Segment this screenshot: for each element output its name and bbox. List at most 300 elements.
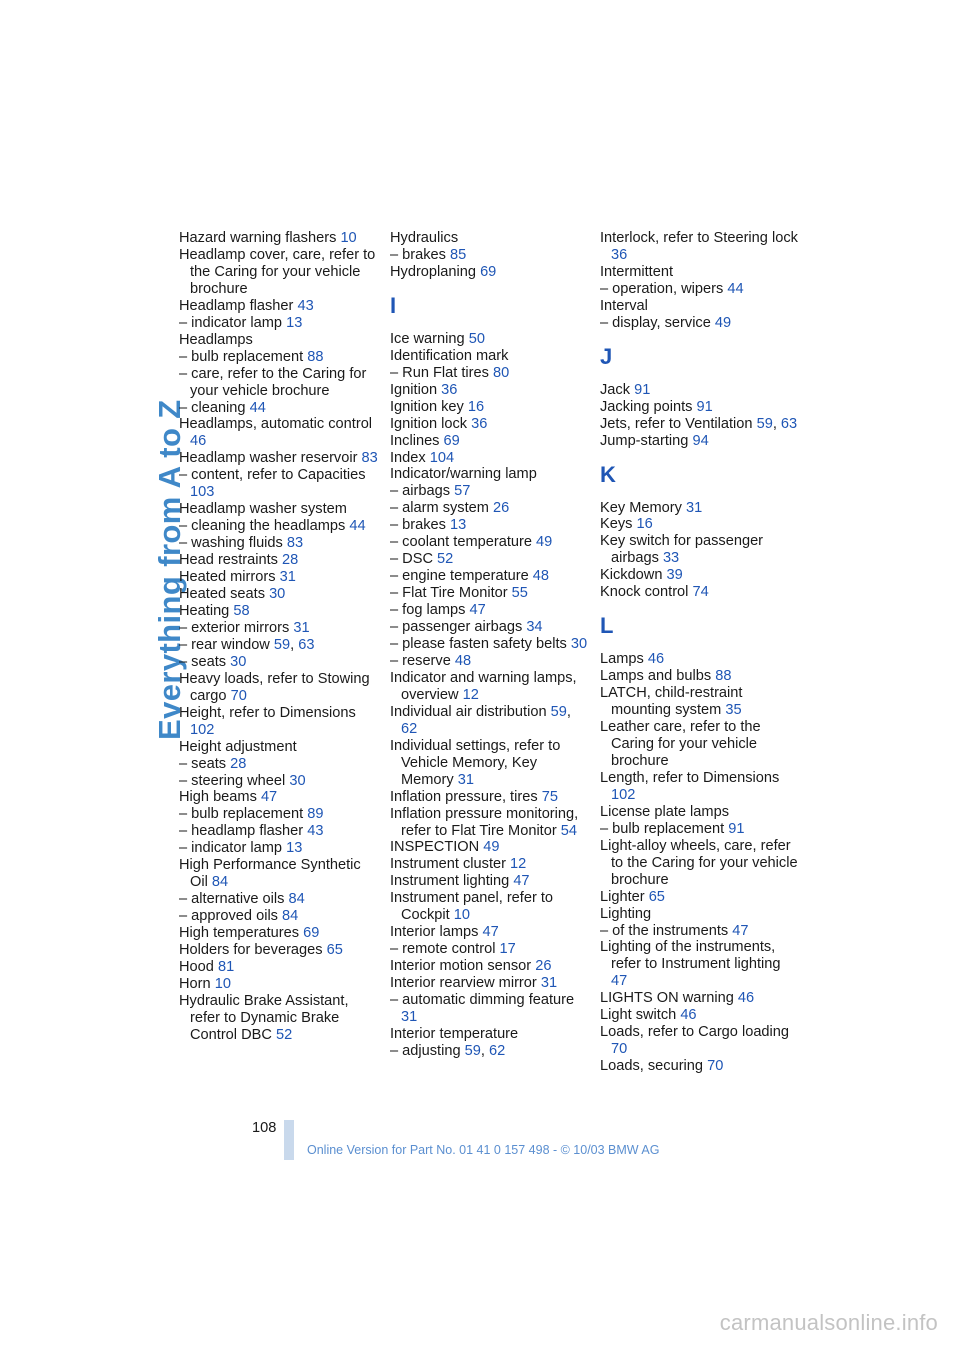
index-entry-text: INSPECTION bbox=[390, 839, 480, 856]
index-entry bbox=[390, 450, 590, 467]
page-reference-link[interactable]: 57 bbox=[454, 483, 471, 500]
index-entry-text: – care, refer to the Caring for your vehicle brochure bbox=[179, 365, 367, 399]
page-reference-link[interactable]: 84 bbox=[282, 908, 299, 925]
page-reference-link[interactable]: 59 bbox=[464, 1042, 481, 1059]
index-entry bbox=[179, 450, 379, 467]
index-entry-text: Heated mirrors bbox=[179, 569, 276, 586]
index-entry bbox=[600, 584, 800, 601]
index-entry-text: – seats bbox=[179, 653, 227, 670]
page-reference-link[interactable]: 47 bbox=[732, 922, 749, 939]
page-reference-link[interactable]: 35 bbox=[725, 702, 742, 719]
index-entry-text: Holders for beverages bbox=[179, 942, 323, 959]
page-reference-link[interactable]: 55 bbox=[511, 585, 528, 602]
index-entry bbox=[390, 348, 590, 365]
page-reference-link[interactable]: 28 bbox=[282, 552, 299, 569]
index-entry-text: Hazard warning flashers bbox=[179, 230, 337, 246]
index-entry bbox=[390, 924, 590, 941]
index-entry-text: Headlamp cover, care, refer to the Caring for your vehicle brochure bbox=[179, 246, 376, 297]
page-reference-link[interactable]: 91 bbox=[634, 381, 651, 398]
page-reference-link[interactable]: 52 bbox=[275, 1026, 293, 1043]
index-entry bbox=[600, 685, 800, 719]
index-entry-text: Height, refer to Dimensions bbox=[179, 704, 356, 721]
section-title bbox=[112, 399, 187, 740]
page-reference-link[interactable]: 13 bbox=[286, 840, 303, 857]
index-entry-text: – Flat Tire Monitor bbox=[390, 585, 508, 602]
index-entry bbox=[600, 500, 800, 517]
index-entry bbox=[390, 416, 590, 433]
index-entry-text: Lamps bbox=[600, 651, 644, 668]
index-entry-text: – of the instruments bbox=[600, 922, 729, 939]
index-entry bbox=[600, 298, 800, 315]
index-entry-text: – cleaning bbox=[179, 399, 246, 416]
page-reference-link[interactable]: 46 bbox=[190, 433, 207, 450]
index-entry bbox=[179, 467, 379, 501]
index-entry bbox=[390, 806, 590, 840]
footer-bar bbox=[284, 1120, 294, 1160]
index-entry-text: – fog lamps bbox=[390, 602, 466, 619]
index-entry bbox=[179, 857, 379, 891]
page-reference-link[interactable]: 44 bbox=[727, 280, 744, 297]
page-reference-link[interactable]: 59 bbox=[550, 703, 567, 720]
index-entry bbox=[179, 552, 379, 569]
page-reference-link[interactable]: 12 bbox=[510, 856, 527, 873]
index-entry-text: – cleaning the headlamps bbox=[179, 518, 346, 535]
index-entry-text: Headlamps bbox=[179, 331, 253, 348]
page-reference-link[interactable]: 91 bbox=[728, 820, 745, 837]
index-entry: Individual air distribution 59, 62 bbox=[390, 703, 571, 737]
index-column-3 bbox=[600, 230, 800, 1075]
index-entry-text: High Performance Synthetic Oil bbox=[179, 857, 361, 891]
index-entry-text: Hydroplaning bbox=[390, 263, 476, 280]
index-entry-text: Individual settings, refer to Vehicle Memory, Key Memory bbox=[390, 737, 561, 788]
index-entry bbox=[179, 789, 379, 806]
index-entry bbox=[390, 264, 590, 281]
page-reference-link[interactable]: 10 bbox=[214, 975, 231, 992]
page-reference-link[interactable]: 31 bbox=[540, 975, 558, 992]
index-letter-heading: I bbox=[390, 292, 397, 318]
index-entry-text: Hydraulic Brake Assistant, refer to Dynamic Brake Control DBC bbox=[179, 992, 349, 1043]
page-reference-link[interactable]: 63 bbox=[298, 636, 315, 653]
index-entry bbox=[600, 939, 800, 990]
page-reference-link[interactable]: 81 bbox=[217, 958, 235, 975]
index-entry bbox=[600, 923, 800, 940]
index-entry bbox=[390, 568, 590, 585]
index-entry bbox=[179, 891, 379, 908]
index-entry bbox=[179, 230, 379, 247]
page-reference-link[interactable]: 94 bbox=[692, 432, 709, 449]
index-entry bbox=[390, 399, 590, 416]
index-entry bbox=[390, 975, 590, 992]
index-entry bbox=[390, 247, 590, 264]
page-reference-link[interactable]: 83 bbox=[286, 535, 304, 552]
page-reference-link[interactable]: 44 bbox=[349, 518, 366, 535]
index-entry-text: – adjusting bbox=[390, 1042, 461, 1059]
index-entry bbox=[179, 942, 379, 959]
index-entry bbox=[390, 890, 590, 924]
index-entry bbox=[600, 1007, 800, 1024]
page-reference-link[interactable]: 47 bbox=[611, 973, 628, 990]
index-entry bbox=[390, 958, 590, 975]
page-reference-link[interactable]: 13 bbox=[286, 314, 303, 331]
index-entry-text: LIGHTS ON warning bbox=[600, 990, 734, 1007]
index-entry-text: – seats bbox=[179, 755, 227, 772]
page-reference-link[interactable]: 33 bbox=[662, 550, 680, 567]
index-entry-text: Jets, refer to Ventilation bbox=[600, 415, 753, 432]
index-entry-text: – rear window bbox=[179, 636, 270, 653]
index-entry bbox=[600, 889, 800, 906]
index-entry-text: – remote control bbox=[390, 941, 496, 958]
index-entry bbox=[390, 585, 590, 602]
index-entry bbox=[600, 281, 800, 298]
index-entry bbox=[600, 399, 800, 416]
index-entry bbox=[390, 331, 590, 348]
index-entry-text: High beams bbox=[179, 789, 257, 806]
index-entry-text: Interior lamps bbox=[390, 924, 479, 941]
index-entry-text: – brakes bbox=[390, 246, 446, 263]
index-entry bbox=[600, 533, 800, 567]
page-reference-link[interactable]: 89 bbox=[307, 806, 324, 823]
page-reference-link[interactable]: 80 bbox=[493, 364, 510, 381]
index-entry-text: License plate lamps bbox=[600, 803, 729, 820]
page-reference-link[interactable]: 52 bbox=[437, 551, 454, 568]
index-entry bbox=[179, 671, 379, 705]
index-entry bbox=[390, 602, 590, 619]
index-entry bbox=[600, 1058, 800, 1075]
index-entry bbox=[390, 517, 590, 534]
index-entry bbox=[390, 365, 590, 382]
page-reference-link[interactable]: 85 bbox=[450, 246, 467, 263]
index-entry-text: Hydraulics bbox=[390, 230, 459, 246]
index-entry bbox=[179, 298, 379, 315]
page-reference-link[interactable]: 48 bbox=[532, 568, 550, 585]
page-reference-link[interactable]: 47 bbox=[469, 602, 486, 619]
index-entry-text: Horn bbox=[179, 975, 211, 992]
page-reference-link[interactable]: 39 bbox=[666, 567, 683, 584]
page-reference-link[interactable]: 46 bbox=[647, 651, 665, 668]
page-reference-link[interactable]: 31 bbox=[685, 499, 703, 516]
page-reference-link[interactable]: 46 bbox=[737, 990, 755, 1007]
index-entry bbox=[600, 990, 800, 1007]
index-entry bbox=[179, 332, 379, 349]
index-column-2 bbox=[390, 230, 590, 1060]
page-reference-link[interactable]: 70 bbox=[611, 1041, 628, 1058]
page-reference-link[interactable]: 31 bbox=[279, 569, 296, 586]
index-entry-text: Loads, refer to Cargo loading bbox=[600, 1024, 790, 1041]
index-entry bbox=[390, 230, 590, 247]
index-entry-text: Indicator/warning lamp bbox=[390, 466, 537, 483]
index-entry bbox=[600, 516, 800, 533]
page-reference-link[interactable]: 34 bbox=[526, 619, 543, 636]
page-reference-link[interactable]: 65 bbox=[648, 888, 665, 905]
page-reference-link[interactable]: 36 bbox=[611, 246, 628, 263]
index-entry-text: – Run Flat tires bbox=[390, 364, 489, 381]
page-reference-link[interactable]: 13 bbox=[450, 517, 467, 534]
page-reference-link[interactable]: 36 bbox=[471, 415, 488, 432]
page-reference-link[interactable]: 70 bbox=[230, 687, 247, 704]
page-reference-link[interactable]: 70 bbox=[707, 1058, 724, 1075]
index-entry bbox=[390, 500, 590, 517]
index-entry-text: – washing fluids bbox=[179, 535, 283, 552]
index-entry bbox=[179, 908, 379, 925]
page-reference-link[interactable]: 49 bbox=[536, 534, 553, 551]
page-reference-link[interactable]: 16 bbox=[636, 516, 653, 533]
index-entry bbox=[179, 247, 379, 298]
watermark: carmanualsonline.info bbox=[719, 1310, 938, 1335]
index-entry bbox=[179, 501, 379, 518]
index-entry bbox=[600, 264, 800, 281]
index-entry-text: Interior temperature bbox=[390, 1025, 519, 1042]
index-entry-text: Lighting of the instruments, refer to Instrument lighting bbox=[600, 939, 781, 973]
index-entry-text: Head restraints bbox=[179, 552, 278, 569]
index-column-1 bbox=[179, 230, 379, 1044]
page-reference-link[interactable]: 17 bbox=[499, 941, 516, 958]
index-entry bbox=[600, 382, 800, 399]
index-entry bbox=[390, 856, 590, 873]
index-entry bbox=[179, 366, 379, 400]
index-entry-text: – please fasten safety belts bbox=[390, 636, 567, 653]
index-entry-text: Leather care, refer to the Caring for your vehicle brochure bbox=[600, 719, 761, 769]
page-reference-link[interactable]: 88 bbox=[307, 348, 324, 365]
page-reference-link[interactable]: 69 bbox=[480, 263, 497, 280]
index-entry bbox=[390, 941, 590, 958]
page-reference-link[interactable]: 43 bbox=[297, 297, 314, 314]
index-entry-text: Inflation pressure, tires bbox=[390, 788, 538, 805]
page-reference-link[interactable]: 102 bbox=[190, 721, 215, 738]
page-reference-link[interactable]: 43 bbox=[307, 823, 324, 840]
index-entry bbox=[179, 315, 379, 332]
index-entry-text: Inflation pressure monitoring, refer to Flat Tire Monitor bbox=[390, 805, 579, 839]
index-entry-text: – display, service bbox=[600, 314, 711, 331]
index-entry-text: Lamps and bulbs bbox=[600, 668, 712, 685]
index-entry-text: Hood bbox=[179, 958, 214, 975]
page-reference-link[interactable]: 75 bbox=[541, 788, 558, 805]
index-entry-text: Headlamp flasher bbox=[179, 297, 294, 314]
page-reference-link[interactable]: 84 bbox=[288, 891, 305, 908]
page-reference-link[interactable]: 59 bbox=[756, 415, 773, 432]
page-reference-link[interactable]: 102 bbox=[611, 786, 636, 803]
index-entry bbox=[179, 705, 379, 739]
index-entry bbox=[600, 230, 800, 264]
index-entry-text: Ice warning bbox=[390, 330, 465, 347]
index-entry-text: – alarm system bbox=[390, 500, 489, 517]
index-entry-text: Instrument panel, refer to Cockpit bbox=[390, 890, 554, 924]
page-reference-link[interactable]: 62 bbox=[489, 1042, 506, 1059]
index-entry bbox=[179, 654, 379, 671]
index-entry-text: – passenger airbags bbox=[390, 619, 523, 636]
index-entry-text: Identification mark bbox=[390, 347, 509, 364]
index-entry bbox=[390, 382, 590, 399]
index-entry bbox=[600, 770, 800, 804]
index-entry-text: – brakes bbox=[390, 517, 446, 534]
index-entry bbox=[600, 719, 800, 770]
page-reference-link[interactable]: 10 bbox=[340, 230, 357, 246]
index-entry bbox=[390, 483, 590, 500]
index-entry-text: – approved oils bbox=[179, 908, 278, 925]
index-entry bbox=[600, 651, 800, 668]
index-entry bbox=[390, 738, 590, 789]
index-entry bbox=[179, 603, 379, 620]
index-entry bbox=[600, 804, 800, 821]
page-reference-link[interactable]: 30 bbox=[570, 636, 588, 653]
index-entry-text: LATCH, child-restraint mounting system bbox=[600, 685, 743, 719]
page-reference-link[interactable]: 84 bbox=[211, 874, 229, 891]
index-entry-text: Intermittent bbox=[600, 263, 673, 280]
page-reference-link[interactable]: 88 bbox=[715, 668, 732, 685]
page-reference-link[interactable]: 30 bbox=[269, 586, 286, 603]
index-entry-text: Inclines bbox=[390, 432, 440, 449]
page-reference-link[interactable]: 12 bbox=[462, 686, 479, 703]
index-entry-text: Ignition lock bbox=[390, 415, 468, 432]
page-reference-link[interactable]: 83 bbox=[361, 450, 378, 467]
index-entry bbox=[600, 838, 800, 889]
index-entry-text: – exterior mirrors bbox=[179, 619, 290, 636]
page-reference-link[interactable]: 58 bbox=[233, 602, 250, 619]
index-entry bbox=[179, 586, 379, 603]
page-reference-link[interactable]: 49 bbox=[483, 839, 500, 856]
index-entry bbox=[179, 925, 379, 942]
index-entry-text: – content, refer to Capacities bbox=[179, 467, 366, 484]
index-entry-text: – headlamp flasher bbox=[179, 823, 304, 840]
index-entry-text: Interval bbox=[600, 297, 648, 314]
index-entry-text: Ignition bbox=[390, 381, 438, 398]
page-reference-link[interactable]: 49 bbox=[714, 314, 732, 331]
page-reference-link[interactable]: 47 bbox=[260, 789, 278, 806]
page-reference-link[interactable]: 65 bbox=[326, 942, 343, 959]
page-reference-link[interactable]: 74 bbox=[692, 584, 709, 601]
index-entry-text: Heated seats bbox=[179, 586, 265, 603]
page-reference-link[interactable]: 54 bbox=[560, 822, 578, 839]
index-entry bbox=[179, 739, 379, 756]
page-reference-link[interactable]: 69 bbox=[443, 432, 460, 449]
index-entry-text: – bulb replacement bbox=[179, 806, 304, 823]
index-entry bbox=[179, 993, 379, 1044]
index-entry bbox=[179, 535, 379, 552]
index-letter-heading: K bbox=[600, 461, 616, 487]
index-entry bbox=[600, 821, 800, 838]
page-reference-link[interactable]: 63 bbox=[780, 415, 798, 432]
page-reference-link[interactable]: 30 bbox=[289, 772, 306, 789]
page-reference-link[interactable]: 26 bbox=[535, 958, 552, 975]
page-reference-link[interactable]: 36 bbox=[441, 381, 458, 398]
index-entry-text: Ignition key bbox=[390, 398, 464, 415]
index-entry-text: Lighter bbox=[600, 888, 645, 905]
index-entry: – rear window 59, 63 bbox=[179, 636, 315, 653]
index-entry bbox=[179, 976, 379, 993]
index-entry-text: – reserve bbox=[390, 652, 451, 669]
page-reference-link[interactable]: 28 bbox=[230, 755, 247, 772]
index-entry-text: Keys bbox=[600, 516, 633, 533]
index-entry-text: Instrument cluster bbox=[390, 856, 506, 873]
index-entry-text: Key switch for passenger airbags bbox=[600, 533, 764, 567]
page-reference-link[interactable]: 48 bbox=[454, 652, 472, 669]
page-reference-link[interactable]: 31 bbox=[457, 771, 474, 788]
index-entry-text: Key Memory bbox=[600, 499, 682, 516]
index-entry-text: Index bbox=[390, 449, 426, 466]
index-entry-text: Loads, securing bbox=[600, 1058, 704, 1075]
index-entry bbox=[390, 619, 590, 636]
index-entry-text: Headlamp washer system bbox=[179, 501, 347, 518]
index-entry: – adjusting 59, 62 bbox=[390, 1042, 506, 1059]
index-entry-text: Heavy loads, refer to Stowing cargo bbox=[179, 670, 370, 704]
page-reference-link[interactable]: 31 bbox=[293, 619, 310, 636]
page-reference-link[interactable]: 47 bbox=[482, 924, 499, 941]
page-reference-link[interactable]: 91 bbox=[696, 398, 713, 415]
index-entry-text: Instrument lighting bbox=[390, 873, 510, 890]
index-entry bbox=[179, 806, 379, 823]
index-entry bbox=[600, 315, 800, 332]
index-entry-text: Jacking points bbox=[600, 398, 693, 415]
index-entry-text: – engine temperature bbox=[390, 568, 529, 585]
index-entry bbox=[179, 756, 379, 773]
index-entry bbox=[179, 773, 379, 790]
index-entry bbox=[179, 518, 379, 535]
index-entry-text: Interlock, refer to Steering lock bbox=[600, 230, 798, 246]
page-reference-link[interactable]: 16 bbox=[467, 398, 485, 415]
index-entry-text: – indicator lamp bbox=[179, 840, 283, 857]
index-entry-text: Light-alloy wheels, care, refer to the Caring for your vehicle brochure bbox=[600, 837, 798, 888]
index-entry-text: Headlamp washer reservoir bbox=[179, 450, 358, 467]
index-entry-text: Headlamps, automatic control bbox=[179, 416, 373, 433]
index-entry-text: Light switch bbox=[600, 1007, 677, 1024]
section-title-text: Everything from A to Z bbox=[152, 399, 187, 740]
index-entry-text: Length, refer to Dimensions bbox=[600, 769, 780, 786]
page-reference-link[interactable]: 59 bbox=[273, 636, 291, 653]
index-entry bbox=[600, 433, 800, 450]
page-reference-link[interactable]: 44 bbox=[249, 399, 266, 416]
index-entry bbox=[390, 1026, 590, 1043]
index-entry bbox=[179, 349, 379, 366]
index-entry-text: Heating bbox=[179, 602, 230, 619]
index-entry-text: Indicator and warning lamps, overview bbox=[390, 669, 577, 703]
index-entry bbox=[179, 823, 379, 840]
index-entry-text: – bulb replacement bbox=[600, 820, 725, 837]
index-entry-text: – automatic dimming feature bbox=[390, 992, 575, 1009]
page-reference-link[interactable]: 31 bbox=[401, 1008, 418, 1025]
index-entry bbox=[179, 959, 379, 976]
index-entry-text: High temperatures bbox=[179, 925, 300, 942]
index-entry-text: Height adjustment bbox=[179, 738, 297, 755]
index-entry bbox=[390, 551, 590, 568]
index-entry-text: – alternative oils bbox=[179, 891, 285, 908]
page-reference-link[interactable]: 50 bbox=[468, 330, 485, 347]
index-entry bbox=[390, 670, 590, 704]
page-reference-link[interactable]: 47 bbox=[513, 873, 530, 890]
index-entry-text: Interior motion sensor bbox=[390, 958, 532, 975]
index-entry bbox=[179, 400, 379, 417]
index-entry bbox=[390, 653, 590, 670]
index-letter-heading: L bbox=[600, 613, 614, 639]
index-entry bbox=[390, 789, 590, 806]
page-reference-link[interactable]: 10 bbox=[453, 907, 470, 924]
page-reference-link[interactable]: 26 bbox=[493, 500, 510, 517]
index-entry bbox=[390, 873, 590, 890]
index-entry-text: Jack bbox=[600, 381, 631, 398]
page-reference-link[interactable]: 104 bbox=[429, 449, 455, 466]
page-reference-link[interactable]: 30 bbox=[230, 653, 247, 670]
footer-text: Online Version for Part No. 01 41 0 157 498 - © 10/03 BMW AG bbox=[307, 1143, 660, 1157]
page-reference-link[interactable]: 103 bbox=[190, 484, 215, 501]
index-entry bbox=[179, 840, 379, 857]
index-entry: Jets, refer to Ventilation 59, 63 bbox=[600, 415, 798, 432]
index-entry bbox=[179, 416, 379, 450]
page-reference-link[interactable]: 46 bbox=[680, 1007, 697, 1024]
page-reference-link[interactable]: 62 bbox=[401, 720, 418, 737]
index-entry-text: – steering wheel bbox=[179, 772, 286, 789]
index-entry-text: – operation, wipers bbox=[600, 280, 724, 297]
index-entry-text: Kickdown bbox=[600, 567, 663, 584]
page-reference-link[interactable]: 69 bbox=[303, 925, 320, 942]
index-entry bbox=[179, 620, 379, 637]
